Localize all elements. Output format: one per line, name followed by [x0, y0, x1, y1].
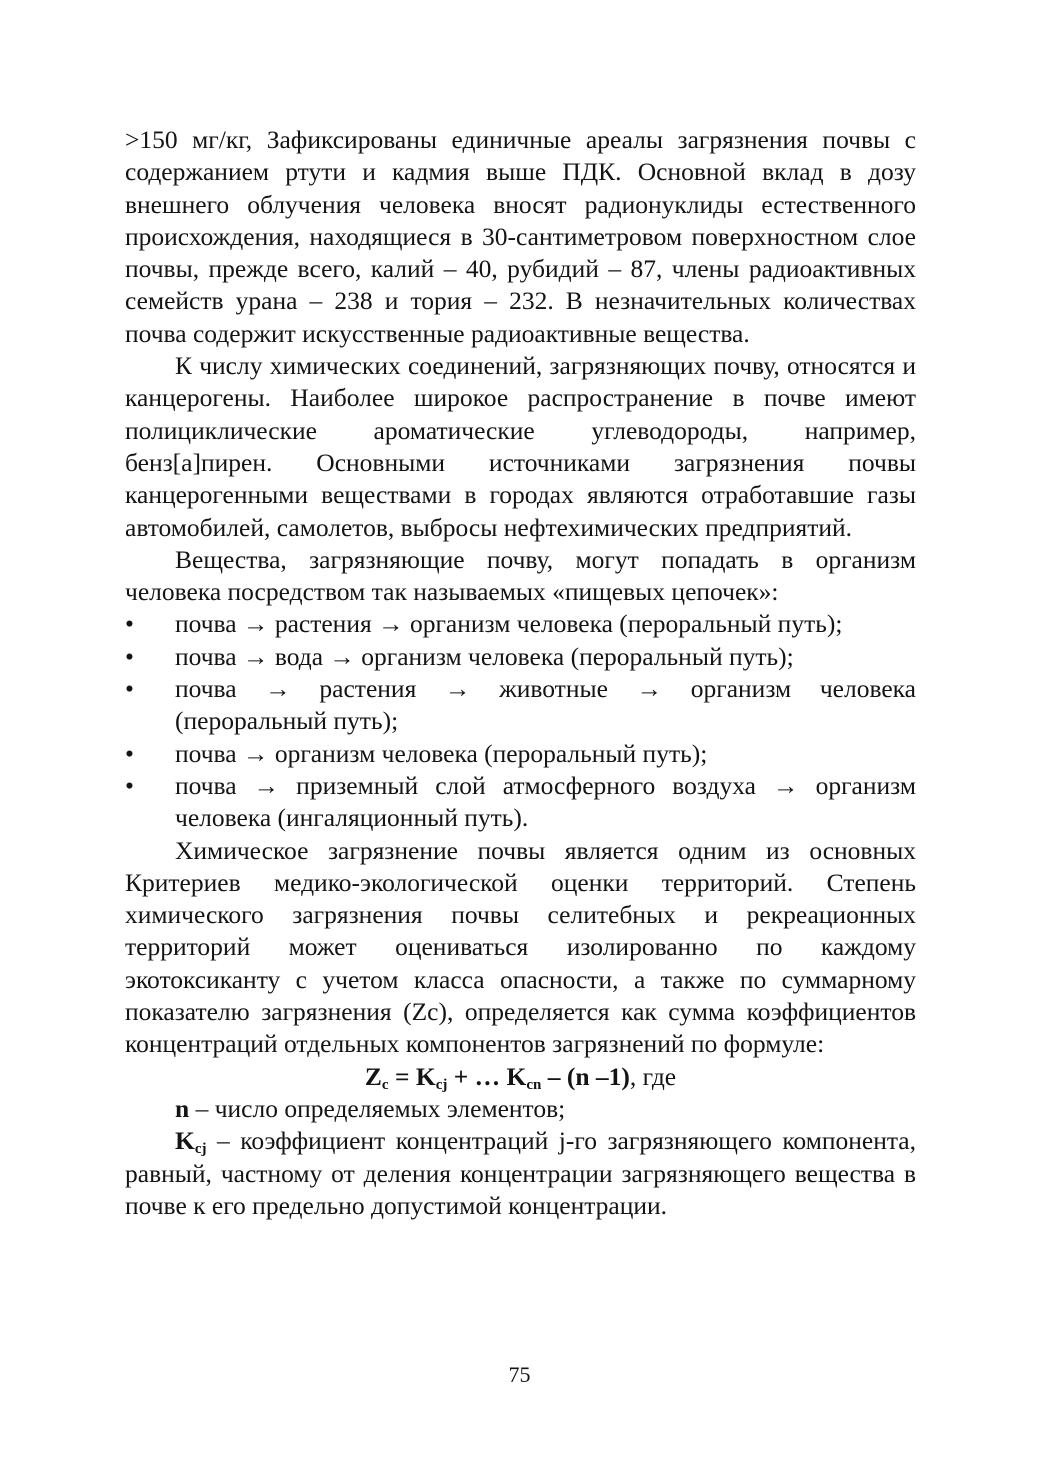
- paragraph-chemical-pollution: Химическое загрязнение почвы является одним из основных Критериев медико-экологической оценки территорий. Степень химического загрязнения почвы селитебных и рекреационных территорий может оцениваться изолированно по каждому экотоксиканту с учетом класса опасности, а также по суммарному показателю загрязнения (Zc), определяется как сумма коэффициентов концентраций отдельных компонентов загрязнений по формуле:: [125, 835, 916, 1059]
- page-number: 75: [508, 1362, 531, 1387]
- formula-zc: $Z_c = K_{cj}$ + … $K_{cn} - (n$ –1), где: [364, 1061, 677, 1093]
- paragraph-food-chains: Вещества, загрязняющие почву, могут попадать в организм человека посредством так называемых «пищевых цепочек»:: [125, 544, 916, 607]
- list-item: • почва → организм человека (пероральный путь);: [125, 738, 916, 770]
- definition-n: n – число определяемых элементов;: [175, 1093, 566, 1123]
- list-item: • почва → растения → животные → организм человека (пероральный путь);: [125, 674, 916, 736]
- bullet-marker: •: [125, 641, 134, 671]
- definition-kcj: $K_{cj}$ – коэффициент концентраций j-го загрязняющего компонента, равный, частному от деления концентрации загрязняющего вещества в почве к его предельно допустимой концентрации.: [125, 1126, 916, 1220]
- paragraph-radionuclides: >150 мг/кг, Зафиксированы единичные ареалы загрязнения почвы с содержанием ртути и кадмия выше ПДК. Основной вклад в дозу внешнего облучения человека вносят радионуклиды естественного происхождения, находящиеся в 30-сантиметровом поверхностном слое почвы, прежде всего, калий – 40, рубидий – 87, члены радиоактивных семейств урана – 238 и тория – 232. В незначительных количествах почва содержит искусственные радиоактивные вещества.: [125, 125, 916, 348]
- bullet-marker: •: [125, 674, 134, 704]
- bullet-marker: •: [125, 738, 134, 768]
- list-item: • почва → вода → организм человека (пероральный путь);: [125, 641, 916, 673]
- bullet-marker: •: [125, 609, 134, 639]
- food-chain-list: [125, 608, 916, 834]
- paragraph-carcinogens: К числу химических соединений, загрязняющих почву, относятся и канцерогены. Наиболее широкое распространение в почве имеют полициклические ароматические углеводороды, например, бенз[а]пирен. Основными источниками загрязнения почвы канцерогенными веществами в городах являются отработавшие газы автомобилей, самолетов, выбросы нефтехимических предприятий.: [125, 351, 916, 542]
- bullet-marker: •: [125, 770, 134, 800]
- document-body: [125, 124, 916, 1222]
- list-item: • почва → приземный слой атмосферного воздуха → организм человека (ингаляционный путь).: [125, 770, 916, 833]
- list-item: • почва → растения → организм человека (пероральный путь);: [125, 608, 916, 640]
